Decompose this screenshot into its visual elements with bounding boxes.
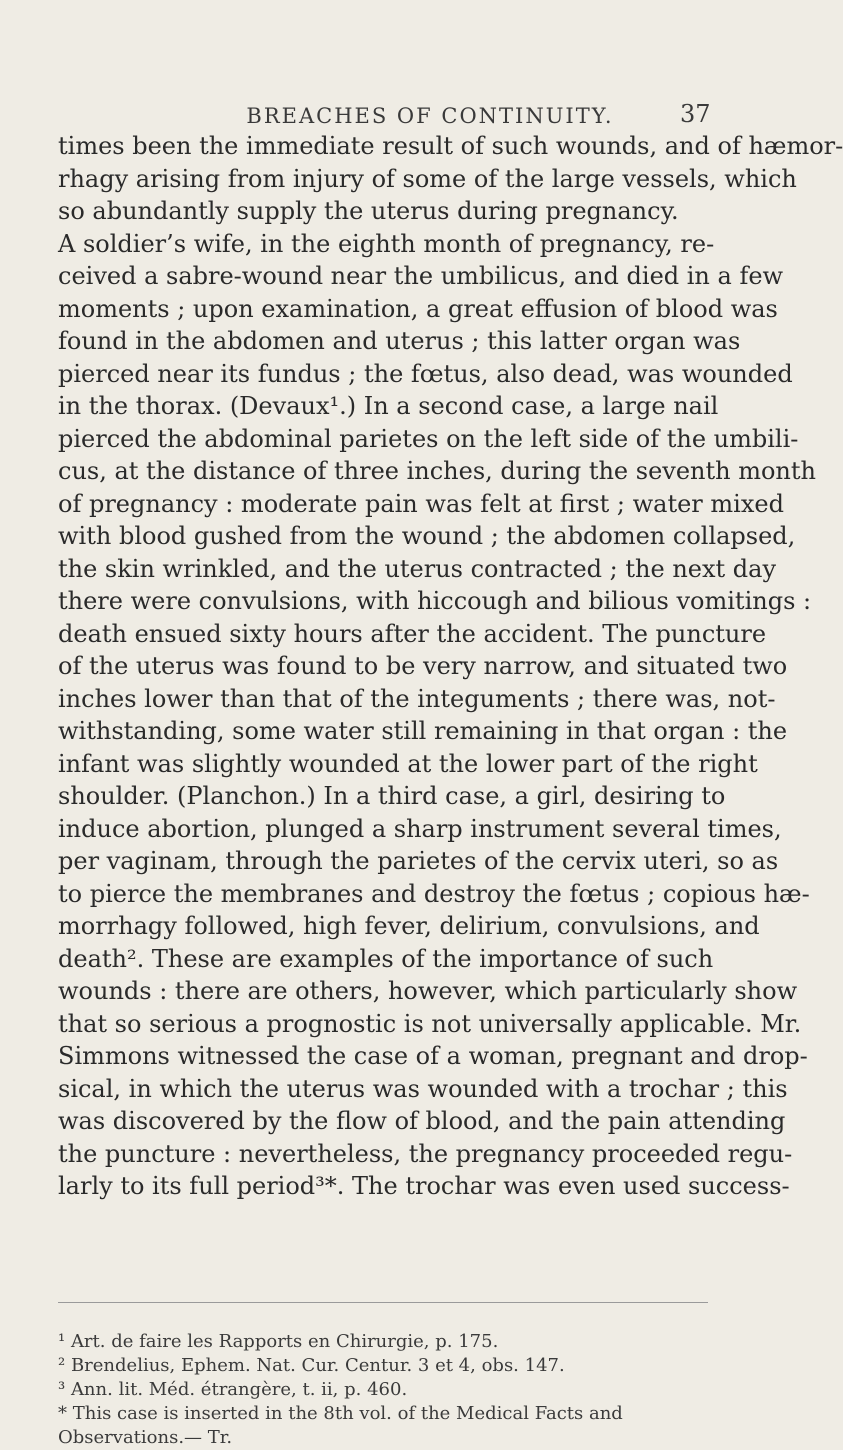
body-line: larly to its full period³*. The trochar was even used success-	[58, 1172, 790, 1200]
page-number: 37	[680, 100, 711, 128]
body-line: death ensued sixty hours after the accident. The puncture	[58, 619, 767, 648]
running-head: BREACHES OF CONTINUITY.	[246, 104, 614, 128]
body-line: the puncture : nevertheless, the pregnancy proceeded regu-	[58, 1139, 793, 1168]
body-line: to pierce the membranes and destroy the fœtus ; copious hæ-	[58, 879, 810, 908]
body-line: the skin wrinkled, and the uterus contracted ; the next day	[58, 554, 777, 583]
footnote: ¹ Art. de faire les Rapports en Chirurgie, p. 175.	[58, 1331, 499, 1352]
footnote-divider	[58, 1302, 708, 1303]
body-line: per vaginam, through the parietes of the cervix uteri, so as	[58, 847, 779, 875]
body-line: death². These are examples of the importance of such	[58, 944, 714, 973]
body-line: rhagy arising from injury of some of the large vessels, which	[58, 164, 797, 193]
body-line: morrhagy followed, high fever, delirium, convulsions, and	[58, 912, 760, 940]
body-line: sical, in which the uterus was wounded with a trochar ; this	[58, 1074, 788, 1103]
footnote: ² Brendelius, Ephem. Nat. Cur. Centur. 3 et 4, obs. 147.	[58, 1355, 565, 1376]
body-line: of pregnancy : moderate pain was felt at first ; water mixed	[58, 489, 784, 518]
body-line: ceived a sabre-wound near the umbilicus, and died in a few	[58, 262, 784, 290]
body-line: withstanding, some water still remaining in that organ : the	[58, 717, 788, 745]
body-line: cus, at the distance of three inches, during the seventh month	[58, 457, 816, 485]
body-line: infant was slightly wounded at the lower part of the right	[58, 749, 758, 778]
body-line: times been the immediate result of such wounds, and of hæmor-	[58, 132, 843, 160]
body-line: induce abortion, plunged a sharp instrument several times,	[58, 814, 782, 843]
body-line: pierced the abdominal parietes on the left side of the umbili-	[58, 424, 799, 453]
body-line: A soldier’s wife, in the eighth month of pregnancy, re-	[58, 229, 715, 258]
body-line: was discovered by the flow of blood, and the pain attending	[58, 1107, 786, 1135]
body-line: found in the abdomen and uterus ; this latter organ was	[58, 327, 741, 355]
body-line: so abundantly supply the uterus during pregnancy.	[58, 197, 679, 225]
footnotes	[58, 1330, 708, 1450]
body-line: moments ; upon examination, a great effusion of blood was	[58, 294, 778, 323]
body-line: inches lower than that of the integuments ; there was, not-	[58, 684, 776, 713]
body-text	[58, 130, 843, 1203]
footnote: * This case is inserted in the 8th vol. of the Medical Facts and Observations.— Tr.	[58, 1403, 623, 1448]
body-line: shoulder. (Planchon.) In a third case, a girl, desiring to	[58, 782, 726, 810]
body-line: wounds : there are others, however, which particularly show	[58, 977, 798, 1005]
footnote: ³ Ann. lit. Méd. étrangère, t. ii, p. 460.	[58, 1379, 408, 1400]
body-line: in the thorax. (Devaux¹.) In a second case, a large nail	[58, 392, 719, 420]
body-line: pierced near its fundus ; the fœtus, also dead, was wounded	[58, 359, 793, 388]
body-line: that so serious a prognostic is not universally applicable. Mr.	[58, 1009, 802, 1038]
body-line: there were convulsions, with hiccough and bilious vomitings :	[58, 587, 812, 615]
body-line: Simmons witnessed the case of a woman, pregnant and drop-	[58, 1042, 808, 1070]
body-line: with blood gushed from the wound ; the abdomen collapsed,	[58, 522, 796, 550]
body-line: of the uterus was found to be very narrow, and situated two	[58, 652, 788, 680]
